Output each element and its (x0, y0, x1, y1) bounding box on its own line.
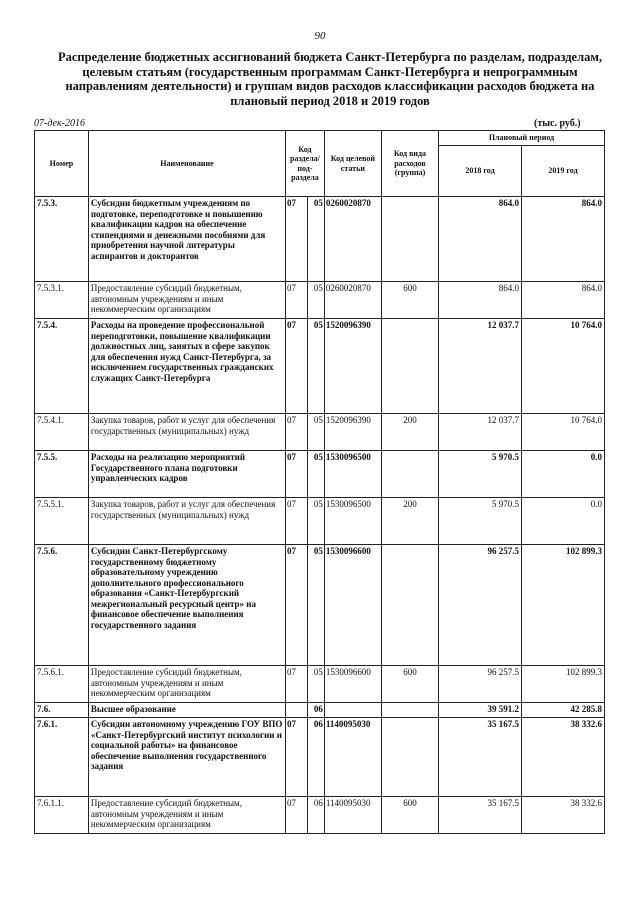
row-expense-type-code (381, 545, 438, 666)
row-number: 7.5.5. (35, 451, 89, 498)
row-target-code: 1520096390 (324, 319, 381, 414)
row-subsection-code: 05 (307, 414, 324, 451)
row-target-code: 1140095030 (324, 797, 381, 834)
row-target-code: 1530096600 (324, 545, 381, 666)
page-number: 90 (314, 30, 326, 42)
row-subsection-code: 05 (307, 197, 324, 282)
header-year-2018: 2018 год (439, 146, 522, 197)
row-expense-type-code: 600 (381, 666, 438, 703)
row-amount-2019: 102 899.3 (521, 666, 604, 703)
row-section-code: 07 (286, 414, 308, 451)
row-amount-2018: 864.0 (439, 282, 522, 319)
row-number: 7.6.1. (35, 718, 89, 797)
row-subsection-code: 05 (307, 498, 324, 545)
header-section-code: Код раздела/ под- раздела (286, 131, 325, 197)
row-section-code: 07 (286, 451, 308, 498)
row-section-code: 07 (286, 197, 308, 282)
header-expense-type-code: Код вида расходов (группа) (381, 131, 438, 197)
row-amount-2019: 10 764.0 (521, 319, 604, 414)
row-number: 7.6.1.1. (35, 797, 89, 834)
row-subsection-code: 06 (307, 797, 324, 834)
row-target-code: 0260020870 (324, 282, 381, 319)
row-target-code: 1530096600 (324, 666, 381, 703)
row-expense-type-code (381, 197, 438, 282)
header-year-2019: 2019 год (521, 146, 604, 197)
row-target-code (324, 703, 381, 718)
row-name: Предоставление субсидий бюджетным, автономным учреждениям и иным некоммерческим организациям (88, 282, 285, 319)
row-target-code: 1530096500 (324, 498, 381, 545)
row-number: 7.5.3.1. (35, 282, 89, 319)
row-section-code: 07 (286, 666, 308, 703)
budget-table (34, 130, 605, 834)
row-number: 7.5.4. (35, 319, 89, 414)
row-section-code: 07 (286, 498, 308, 545)
table-row (35, 703, 605, 718)
row-target-code: 1140095030 (324, 718, 381, 797)
row-amount-2018: 12 037.7 (439, 414, 522, 451)
row-number: 7.5.6.1. (35, 666, 89, 703)
row-amount-2018: 5 970.5 (439, 498, 522, 545)
row-name: Расходы на проведение профессиональной переподготовки, повышение квалификации должностных лиц, занятых в сфере закупок для обеспечения нужд Санкт-Петербурга, за исключением государственных гражданских служащих Санкт-Петербурга (88, 319, 285, 414)
row-number: 7.5.5.1. (35, 498, 89, 545)
row-section-code (286, 703, 308, 718)
row-subsection-code: 05 (307, 451, 324, 498)
row-subsection-code: 06 (307, 703, 324, 718)
row-subsection-code: 05 (307, 282, 324, 319)
table-row (35, 666, 605, 703)
row-name: Высшее образование (88, 703, 285, 718)
row-amount-2018: 96 257.5 (439, 545, 522, 666)
table-body (35, 197, 605, 834)
row-number: 7.6. (35, 703, 89, 718)
table-row (35, 282, 605, 319)
row-name: Предоставление субсидий бюджетным, автономным учреждениям и иным некоммерческим организациям (88, 666, 285, 703)
row-subsection-code: 05 (307, 666, 324, 703)
document-title: Распределение бюджетных ассигнований бюджета Санкт-Петербурга по разделам, подразделам, целевым статьям (государственным программам Санкт-Петербурга и непрограммным направлениям деятельности) и группам видов расходов классификации расходов бюджета на плановый период 2018 и 2019 годов (57, 50, 603, 108)
row-name: Закупка товаров, работ и услуг для обеспечения государственных (муниципальных) нужд (88, 498, 285, 545)
row-section-code: 07 (286, 797, 308, 834)
row-number: 7.5.3. (35, 197, 89, 282)
row-expense-type-code: 200 (381, 414, 438, 451)
row-expense-type-code (381, 718, 438, 797)
row-name: Субсидии бюджетным учреждениям по подготовке, переподготовке и повышению квалификации кадров на обеспечение стипендиями и денежными пособиями для приобретения научной литературы аспирантов и докторантов (88, 197, 285, 282)
row-subsection-code: 05 (307, 319, 324, 414)
row-amount-2019: 0.0 (521, 451, 604, 498)
row-target-code: 0260020870 (324, 197, 381, 282)
row-number: 7.5.4.1. (35, 414, 89, 451)
row-amount-2019: 102 899.3 (521, 545, 604, 666)
table-row (35, 718, 605, 797)
row-expense-type-code: 600 (381, 282, 438, 319)
header-number: Номер (35, 131, 89, 197)
row-amount-2019: 864.0 (521, 197, 604, 282)
row-target-code: 1530096500 (324, 451, 381, 498)
row-amount-2019: 864.0 (521, 282, 604, 319)
document-date: 07-дек-2016 (34, 118, 85, 129)
row-name: Закупка товаров, работ и услуг для обеспечения государственных (муниципальных) нужд (88, 414, 285, 451)
header-planned-period: Плановый период (439, 131, 605, 146)
row-expense-type-code (381, 451, 438, 498)
row-amount-2019: 42 285.8 (521, 703, 604, 718)
row-amount-2018: 96 257.5 (439, 666, 522, 703)
row-name: Расходы на реализацию мероприятий Государственного плана подготовки управленческих кадров (88, 451, 285, 498)
row-section-code: 07 (286, 282, 308, 319)
table-row (35, 545, 605, 666)
row-target-code: 1520096390 (324, 414, 381, 451)
header-name: Наименование (88, 131, 285, 197)
table-row (35, 197, 605, 282)
row-name: Субсидии Санкт-Петербургскому государственному бюджетному образовательному учреждению дополнительного профессионального образования «Санкт-Петербургский межрегиональный ресурсный центр» на финансовое обеспечение выполнения государственного задания (88, 545, 285, 666)
header-target-code: Код целевой статьи (324, 131, 381, 197)
row-expense-type-code: 200 (381, 498, 438, 545)
row-subsection-code: 05 (307, 545, 324, 666)
row-amount-2018: 864.0 (439, 197, 522, 282)
table-row (35, 414, 605, 451)
table-row (35, 451, 605, 498)
row-expense-type-code (381, 703, 438, 718)
row-expense-type-code (381, 319, 438, 414)
row-section-code: 07 (286, 718, 308, 797)
row-amount-2018: 35 167.5 (439, 718, 522, 797)
row-name: Субсидии автономному учреждению ГОУ ВПО «Санкт-Петербургский институт психологии и социальной работы» на финансовое обеспечение выполнения государственного задания (88, 718, 285, 797)
row-expense-type-code: 600 (381, 797, 438, 834)
row-amount-2019: 10 764.0 (521, 414, 604, 451)
row-section-code: 07 (286, 545, 308, 666)
table-row (35, 319, 605, 414)
row-amount-2018: 5 970.5 (439, 451, 522, 498)
row-amount-2019: 0.0 (521, 498, 604, 545)
row-amount-2018: 39 591.2 (439, 703, 522, 718)
row-subsection-code: 06 (307, 718, 324, 797)
row-section-code: 07 (286, 319, 308, 414)
row-number: 7.5.6. (35, 545, 89, 666)
unit-label: (тыс. руб.) (534, 118, 581, 129)
table-row (35, 498, 605, 545)
row-amount-2018: 35 167.5 (439, 797, 522, 834)
row-amount-2019: 38 332.6 (521, 797, 604, 834)
row-amount-2018: 12 037.7 (439, 319, 522, 414)
row-amount-2019: 38 332.6 (521, 718, 604, 797)
table-row (35, 797, 605, 834)
row-name: Предоставление субсидий бюджетным, автономным учреждениям и иным некоммерческим организациям (88, 797, 285, 834)
